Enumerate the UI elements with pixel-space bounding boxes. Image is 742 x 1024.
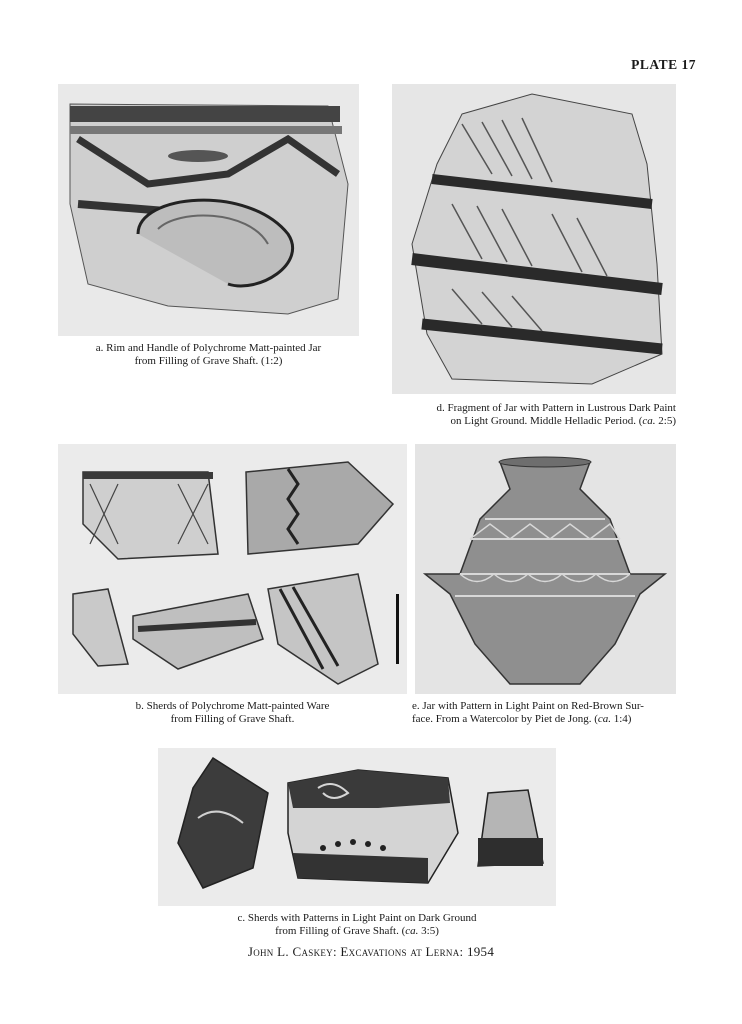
caption-e: e. Jar with Pattern in Light Paint on Red-Brown Sur- face. From a Watercolor by Piet de Jong. (ca. 1:4) <box>412 700 644 725</box>
jar-fragment-photo <box>392 84 676 394</box>
sherds-matt-painted-photo <box>58 444 407 694</box>
plate-number: PLATE 17 <box>631 57 696 72</box>
sherds-light-paint-photo <box>158 748 556 906</box>
caption-b: b. Sherds of Polychrome Matt-painted Ware from Filling of Grave Shaft. <box>135 700 330 725</box>
caption-d: d. Fragment of Jar with Pattern in Lustrous Dark Paint on Light Ground. Middle Helladic Period. (ca. 2:5) <box>436 402 676 427</box>
rim-handle-jar-photo <box>58 84 359 336</box>
caption-c: c. Sherds with Patterns in Light Paint on Dark Ground from Filling of Grave Shaft. (ca. 3:5) <box>237 912 477 937</box>
jar-watercolor-image <box>415 444 676 694</box>
page-footer: John L. Caskey: Excavations at Lerna: 1954 <box>247 944 495 959</box>
caption-a: a. Rim and Handle of Polychrome Matt-painted Jar from Filling of Grave Shaft. (1:2) <box>95 342 322 367</box>
